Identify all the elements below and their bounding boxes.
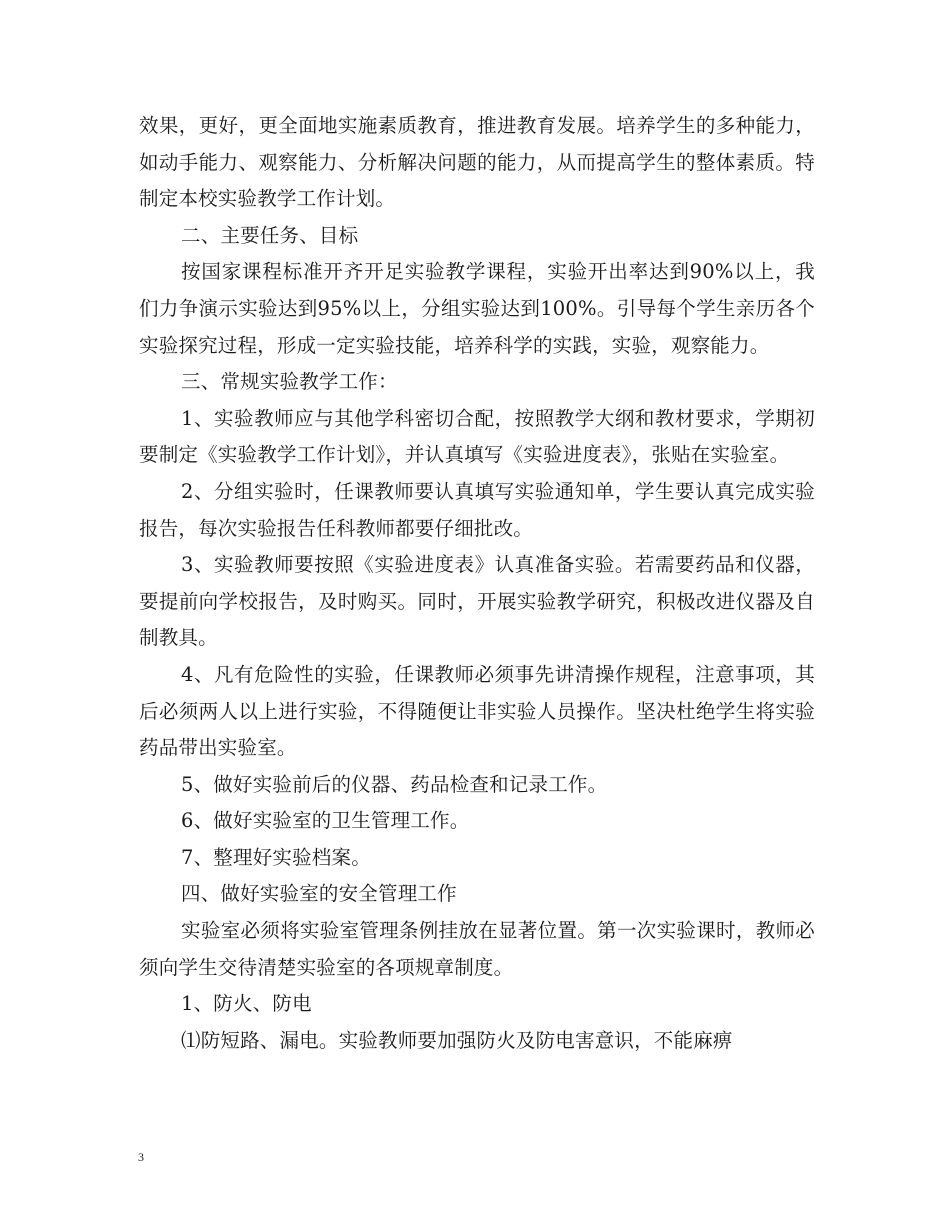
heading-routine-work: 三、常规实验教学工作：	[181, 370, 398, 394]
paragraph-short-circuit: ⑴防短路、漏电。实验教师要加强防火及防电害意识，不能麻痹	[181, 1028, 733, 1052]
list-item-routine-2: 2、分组实验时，任课教师要认真填写实验通知单，学生要认真完成实验报告，每次实验报告任科教师都要仔细批改。	[139, 479, 815, 540]
paragraph-tasks-body: 按国家课程标准开齐开足实验教学课程，实验开出率达到90%以上，我们力争演示实验达到95%以上，分组实验达到100%。引导每个学生亲历各个实验探究过程，形成一定实验技能，培养科学的实践，实验，观察能力。	[139, 260, 815, 357]
heading-main-tasks: 二、主要任务、目标	[181, 223, 359, 247]
list-item-routine-6: 6、做好实验室的卫生管理工作。	[181, 809, 470, 833]
heading-safety-management: 四、做好实验室的安全管理工作	[181, 882, 457, 906]
page-number: 3	[138, 1150, 144, 1164]
list-item-routine-5: 5、做好实验前后的仪器、药品检查和记录工作。	[181, 772, 608, 796]
paragraph-safety-body: 实验室必须将实验室管理条例挂放在显著位置。第一次实验课时，教师必须向学生交待清楚实验室的各项规章制度。	[139, 919, 815, 979]
subheading-fire-electric: 1、防火、防电	[181, 992, 312, 1016]
document-page	[139, 108, 815, 1059]
list-item-routine-1: 1、实验教师应与其他学科密切合配，按照教学大纲和教材要求，学期初要制定《实验教学工作计划》，并认真填写《实验进度表》，张贴在实验室。	[139, 406, 815, 467]
list-item-routine-7: 7、整理好实验档案。	[181, 845, 371, 869]
list-item-routine-4: 4、凡有危险性的实验，任课教师必须事先讲清操作规程，注意事项，其后必须两人以上进行实验，不得随便让非实验人员操作。坚决杜绝学生将实验药品带出实验室。	[139, 662, 815, 760]
list-item-routine-3: 3、实验教师要按照《实验进度表》认真准备实验。若需要药品和仪器，要提前向学校报告，及时购买。同时，开展实验教学研究，积极改进仪器及自制教具。	[139, 553, 815, 650]
paragraph-intro-continued: 效果，更好，更全面地实施素质教育，推进教育发展。培养学生的多种能力，如动手能力、观察能力、分析解决问题的能力，从而提高学生的整体素质。特制定本校实验教学工作计划。	[139, 114, 815, 211]
